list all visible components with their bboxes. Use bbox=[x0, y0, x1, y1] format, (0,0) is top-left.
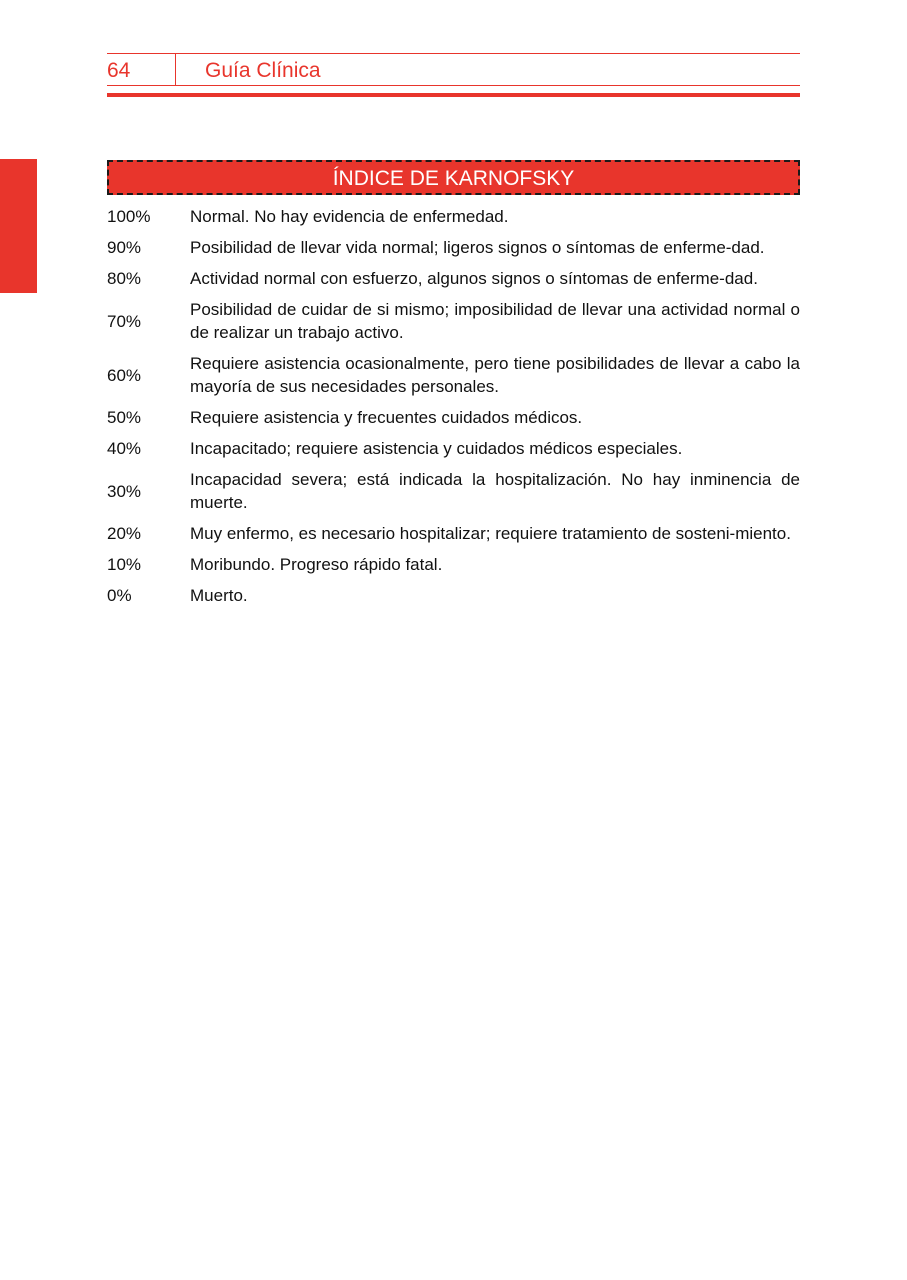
score-cell: 20% bbox=[107, 524, 142, 543]
score-cell: 80% bbox=[107, 269, 142, 288]
table-row bbox=[107, 437, 800, 460]
description-cell: Actividad normal con esfuerzo, algunos signos o síntomas de enferme-dad. bbox=[190, 269, 758, 288]
table-row bbox=[107, 298, 800, 344]
header-rule-top bbox=[107, 53, 800, 54]
score-cell: 0% bbox=[107, 586, 132, 605]
header-rule-thick bbox=[107, 93, 800, 97]
description-cell: Posibilidad de llevar vida normal; ligeros signos o síntomas de enferme-dad. bbox=[190, 238, 765, 257]
description-cell: Normal. No hay evidencia de enfermedad. bbox=[190, 207, 509, 226]
score-cell: 100% bbox=[107, 207, 151, 226]
description-cell: Posibilidad de cuidar de si mismo; imposibilidad de llevar una actividad normal o de realizar un trabajo activo. bbox=[190, 300, 800, 342]
header-rule-middle bbox=[107, 85, 800, 86]
score-cell: 60% bbox=[107, 365, 142, 385]
description-cell: Incapacidad severa; está indicada la hospitalización. No hay inminencia de muerte. bbox=[190, 470, 800, 512]
description-cell: Muerto. bbox=[190, 586, 248, 605]
karnofsky-table bbox=[107, 205, 800, 615]
table-row bbox=[107, 468, 800, 514]
header-divider bbox=[175, 54, 176, 85]
description-cell: Muy enfermo, es necesario hospitalizar; requiere tratamiento de sosteni-miento. bbox=[190, 524, 791, 543]
score-cell: 10% bbox=[107, 555, 142, 574]
description-cell: Moribundo. Progreso rápido fatal. bbox=[190, 555, 443, 574]
table-row bbox=[107, 553, 800, 576]
description-cell: Requiere asistencia ocasionalmente, pero tiene posibilidades de llevar a cabo la mayoría de sus necesidades personales. bbox=[190, 354, 800, 396]
chapter-side-tab bbox=[0, 159, 37, 293]
table-row bbox=[107, 267, 800, 290]
score-cell: 50% bbox=[107, 408, 142, 427]
table-row bbox=[107, 352, 800, 398]
description-cell: Incapacitado; requiere asistencia y cuidados médicos especiales. bbox=[190, 439, 683, 458]
table-title: ÍNDICE DE KARNOFSKY bbox=[107, 160, 800, 195]
table-row bbox=[107, 236, 800, 259]
score-cell: 30% bbox=[107, 481, 142, 501]
score-cell: 70% bbox=[107, 311, 142, 331]
table-row bbox=[107, 522, 800, 545]
running-title: Guía Clínica bbox=[205, 59, 321, 82]
table-row bbox=[107, 406, 800, 429]
table-row bbox=[107, 584, 800, 607]
score-cell: 40% bbox=[107, 439, 142, 458]
page-number: 64 bbox=[107, 59, 131, 82]
table-row bbox=[107, 205, 800, 228]
score-cell: 90% bbox=[107, 238, 142, 257]
description-cell: Requiere asistencia y frecuentes cuidados médicos. bbox=[190, 408, 583, 427]
